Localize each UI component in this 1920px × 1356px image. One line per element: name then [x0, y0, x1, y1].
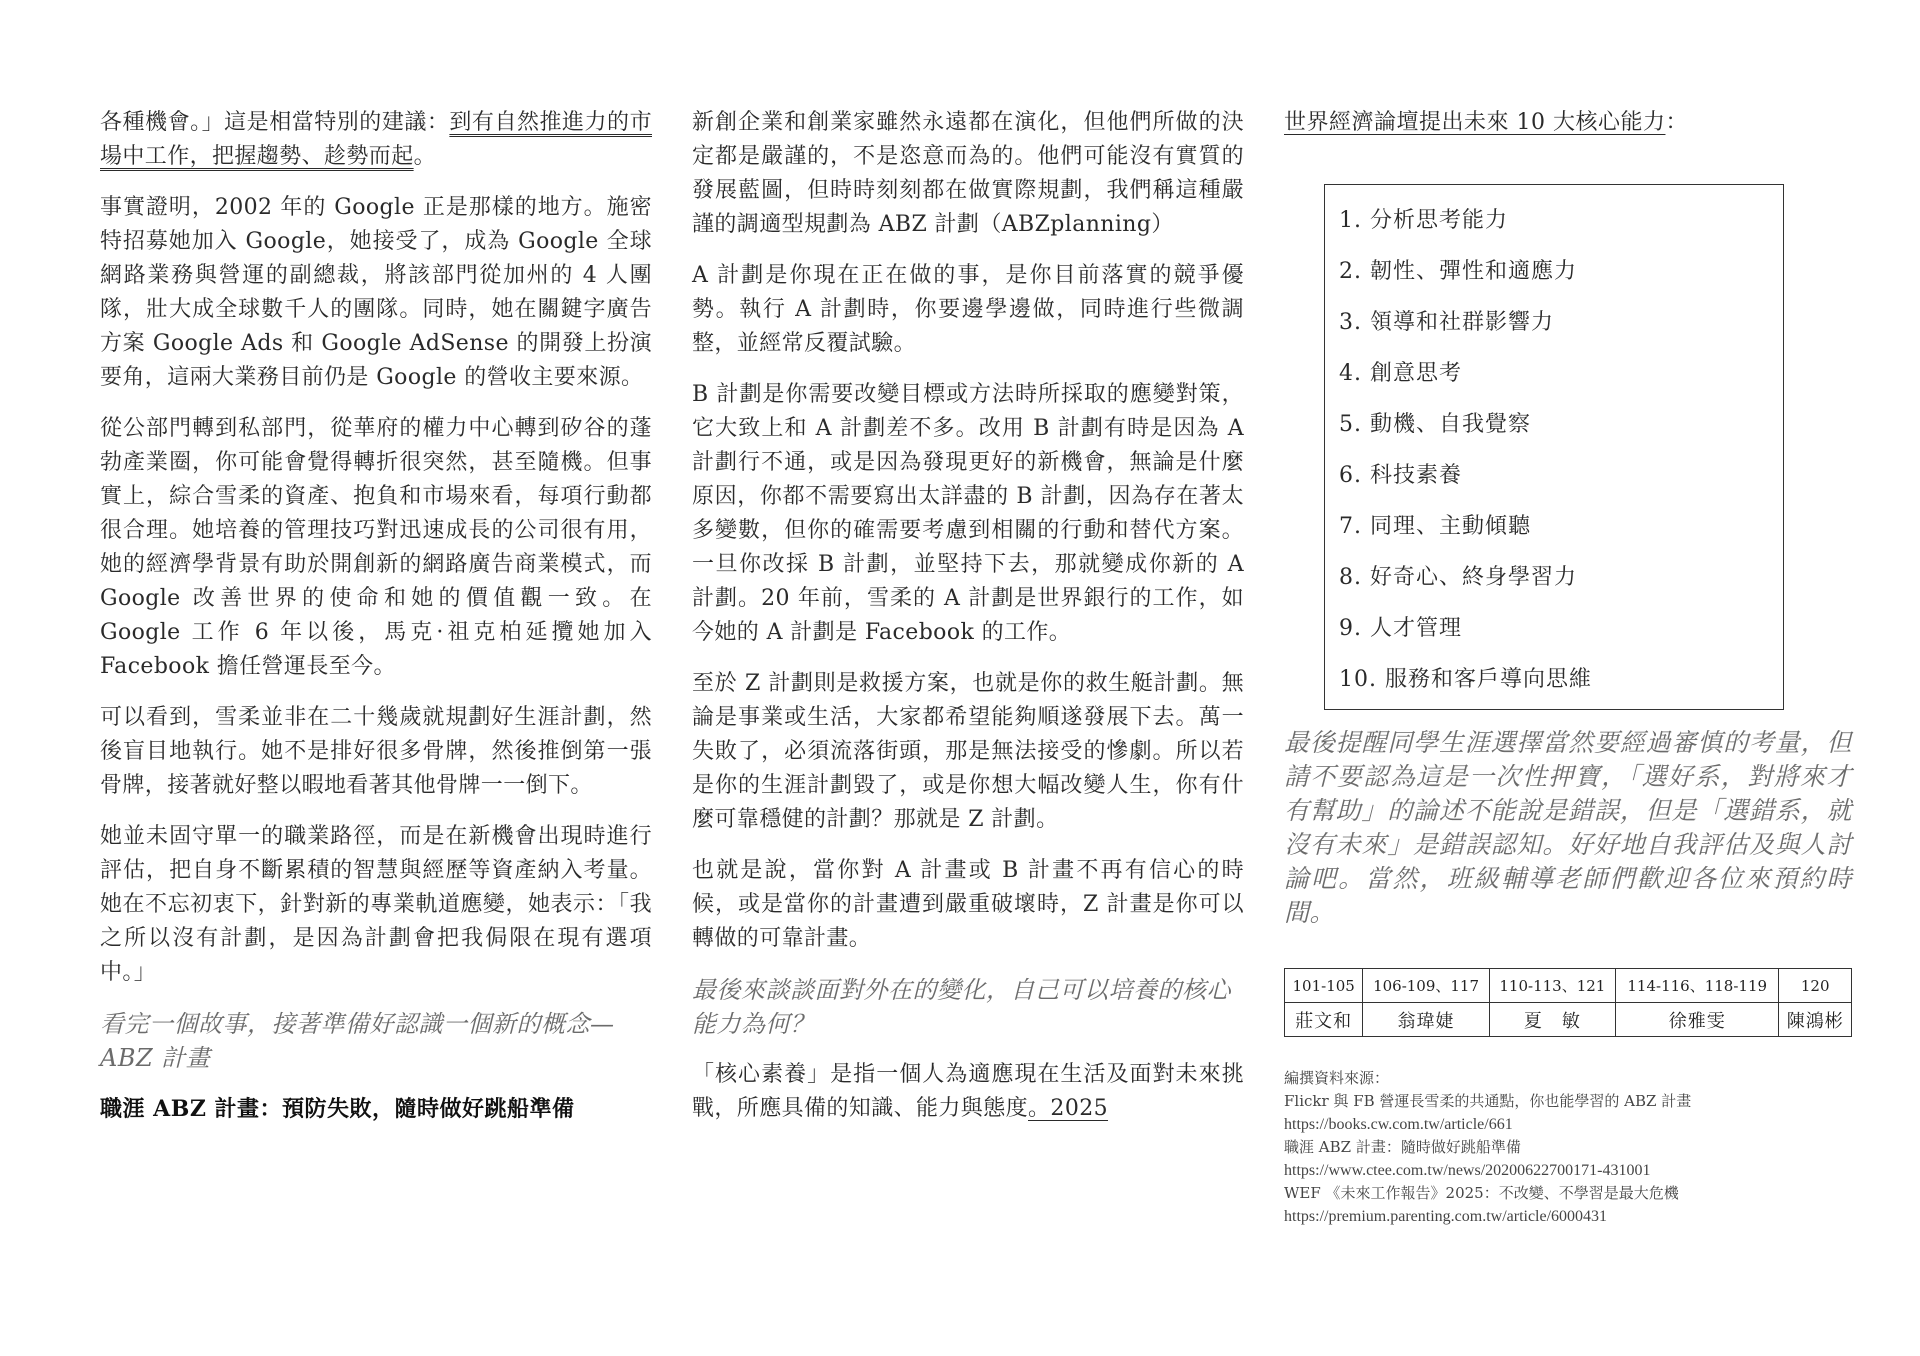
table-cell-room: 114-116、118-119: [1616, 969, 1779, 1003]
table-row: [1285, 969, 1852, 1003]
skills-box: [1324, 184, 1784, 710]
skill-item: 8. 好奇心、終身學習力: [1339, 565, 1577, 590]
table-cell-room: 101-105: [1285, 969, 1363, 1003]
column-middle: [692, 106, 1244, 1143]
column-right: [1284, 106, 1852, 1228]
reference-title: Flickr 與 FB 營運長雪柔的共通點，你也能學習的 ABZ 計畫: [1284, 1092, 1692, 1110]
skill-item: 9. 人才管理: [1339, 616, 1462, 641]
core-literacy-text: 「核心素養」是指一個人為適應現在生活及面對未來挑戰，所應具備的知識、能力與態度: [692, 1062, 1244, 1121]
paragraph-advice: [100, 106, 652, 174]
italic-transition: 看完一個故事，接著準備好認識一個新的概念—ABZ 計畫: [100, 1010, 615, 1072]
paragraph-core-literacy: [692, 1058, 1244, 1126]
skill-item: 10. 服務和客戶導向思維: [1339, 667, 1592, 692]
reference-url: https://books.cw.com.tw/article/661: [1284, 1116, 1513, 1133]
skills-heading-text: 世界經濟論壇提出未來 10 大核心能力: [1284, 110, 1666, 135]
table-cell-teacher: 陳鴻彬: [1779, 1003, 1852, 1037]
counselor-table: [1284, 968, 1852, 1037]
references-title: 編撰資料來源：: [1284, 1069, 1390, 1087]
paragraph-plan-a: A 計劃是你現在正在做的事，是你目前落實的競爭優勢。執行 A 計劃時，你要邊學邊做，同時進行些微調整，並經常反覆試驗。: [692, 263, 1244, 356]
table-cell-teacher: 徐雅雯: [1616, 1003, 1779, 1037]
paragraph-domino: 可以看到，雪柔並非在二十幾歲就規劃好生涯計劃，然後盲目地執行。她不是排好很多骨牌，然後推倒第一張骨牌，接著就好整以暇地看著其他骨牌一一倒下。: [100, 705, 652, 798]
skill-item: 4. 創意思考: [1339, 361, 1462, 386]
paragraph-plan-z: 至於 Z 計劃則是救援方案，也就是你的救生艇計劃。無論是事業或生活，大家都希望能夠順遂發展下去。萬一失敗了，必須流落街頭，那是無法接受的慘劇。所以若是你的生涯計劃毀了，或是你想大幅改變人生，你有什麼可靠穩健的計劃？那就是 Z 計劃。: [692, 671, 1244, 832]
table-cell-room: 110-113、121: [1489, 969, 1615, 1003]
paragraph-no-plan: 她並未固守單一的職業路徑，而是在新機會出現時進行評估，把自身不斷累積的智慧與經歷等資產納入考量。她在不忘初衷下，針對新的專業軌道應變，她表示：「我之所以沒有計劃，是因為計劃會把我侷限在現有選項中。」: [100, 824, 652, 985]
skill-item: 5. 動機、自我覺察: [1339, 412, 1531, 437]
table-cell-room: 106-109、117: [1363, 969, 1489, 1003]
skill-item: 7. 同理、主動傾聽: [1339, 514, 1531, 539]
reference-title: 職涯 ABZ 計畫：隨時做好跳船準備: [1284, 1138, 1521, 1156]
table-row: [1285, 1003, 1852, 1037]
paragraph-plan-b: B 計劃是你需要改變目標或方法時所採取的應變對策，它大致上和 A 計劃差不多。改用 B 計劃有時是因為 A 計劃行不通，或是因為發現更好的新機會，無論是什麼原因，你都不需要寫出太詳盡的 B 計劃，因為存在著太多變數，但你的確需要考慮到相關的行動和替代方案。一旦你改採 B 計劃，並堅持下去，那就變成你新的 A 計劃。20 年前，雪柔的 A 計劃是世界銀行的工作，如今她的 A 計劃是 Facebook 的工作。: [692, 382, 1244, 645]
skill-item: 6. 科技素養: [1339, 463, 1462, 488]
table-cell-teacher: 莊文和: [1285, 1003, 1363, 1037]
skills-heading-colon: ：: [1665, 110, 1688, 135]
column-left: [100, 106, 652, 1126]
paragraph-google: 事實證明，2002 年的 Google 正是那樣的地方。施密特招募她加入 Google，她接受了，成為 Google 全球網路業務與營運的副總裁，將該部門從加州的 4 人團隊，壯大成全球數千人的團隊。同時，她在關鍵字廣告方案 Google Ads 和 Google AdSense 的開發上扮演要角，這兩大業務目前仍是 Google 的營收主要來源。: [100, 195, 652, 390]
paragraph-abz-intro: 新創企業和創業家雖然永遠都在演化，但他們所做的決定都是嚴謹的，不是恣意而為的。他們可能沒有實質的發展藍圖，但時時刻刻都在做實際規劃，我們稱這種嚴謹的調適型規劃為 ABZ 計劃（ABZplanning）: [692, 110, 1244, 237]
skills-heading: [1284, 106, 1852, 140]
core-literacy-year: 。2025: [1028, 1096, 1109, 1121]
skill-item: 1. 分析思考能力: [1339, 208, 1508, 233]
italic-core-question: 最後來談談面對外在的變化，自己可以培養的核心能力為何？: [692, 976, 1231, 1038]
skill-item: 3. 領導和社群影響力: [1339, 310, 1554, 335]
paragraph-summary: 也就是說，當你對 A 計畫或 B 計畫不再有信心的時候，或是當你的計畫遭到嚴重破壞時，Z 計畫是你可以轉做的可靠計畫。: [692, 858, 1244, 951]
table-cell-room: 120: [1779, 969, 1852, 1003]
advice-lead: 各種機會。」這是相當特別的建議：: [100, 110, 450, 135]
reference-url: https://premium.parenting.com.tw/article/6000431: [1284, 1208, 1608, 1225]
skill-item: 2. 韌性、彈性和適應力: [1339, 259, 1577, 284]
reference-title: WEF 《未來工作報告》2025：不改變、不學習是最大危機: [1284, 1184, 1679, 1202]
table-cell-teacher: 夏 敏: [1489, 1003, 1615, 1037]
paragraph-career-shift: 從公部門轉到私部門，從華府的權力中心轉到矽谷的蓬勃產業圈，你可能會覺得轉折很突然，甚至隨機。但事實上，綜合雪柔的資產、抱負和市場來看，每項行動都很合理。她培養的管理技巧對迅速成長的公司很有用，她的經濟學背景有助於開創新的網路廣告商業模式，而 Google 改善世界的使命和她的價值觀一致。在 Google 工作 6 年以後，馬克·祖克柏延攬她加入 Facebook 擔任營運長至今。: [100, 416, 652, 679]
italic-reminder: 最後提醒同學生涯選擇當然要經過審慎的考量，但請不要認為這是一次性押寶，「選好系，對將來才有幫助」的論述不能說是錯誤，但是「選錯系，就沒有未來」是錯誤認知。好好地自我評估及與人討論吧。當然，班級輔導老師們歡迎各位來預約時間。: [1284, 728, 1852, 927]
reference-url: https://www.ctee.com.tw/news/20200622700171-431001: [1284, 1162, 1651, 1179]
table-cell-teacher: 翁瑋婕: [1363, 1003, 1489, 1037]
advice-end: 。: [413, 144, 437, 169]
abz-heading: 職涯 ABZ 計畫：預防失敗，隨時做好跳船準備: [100, 1096, 575, 1122]
advice-underlined: 到有自然推進力的市場中工作，把握趨勢、趁勢而起: [100, 110, 652, 169]
references: [1284, 1067, 1852, 1228]
